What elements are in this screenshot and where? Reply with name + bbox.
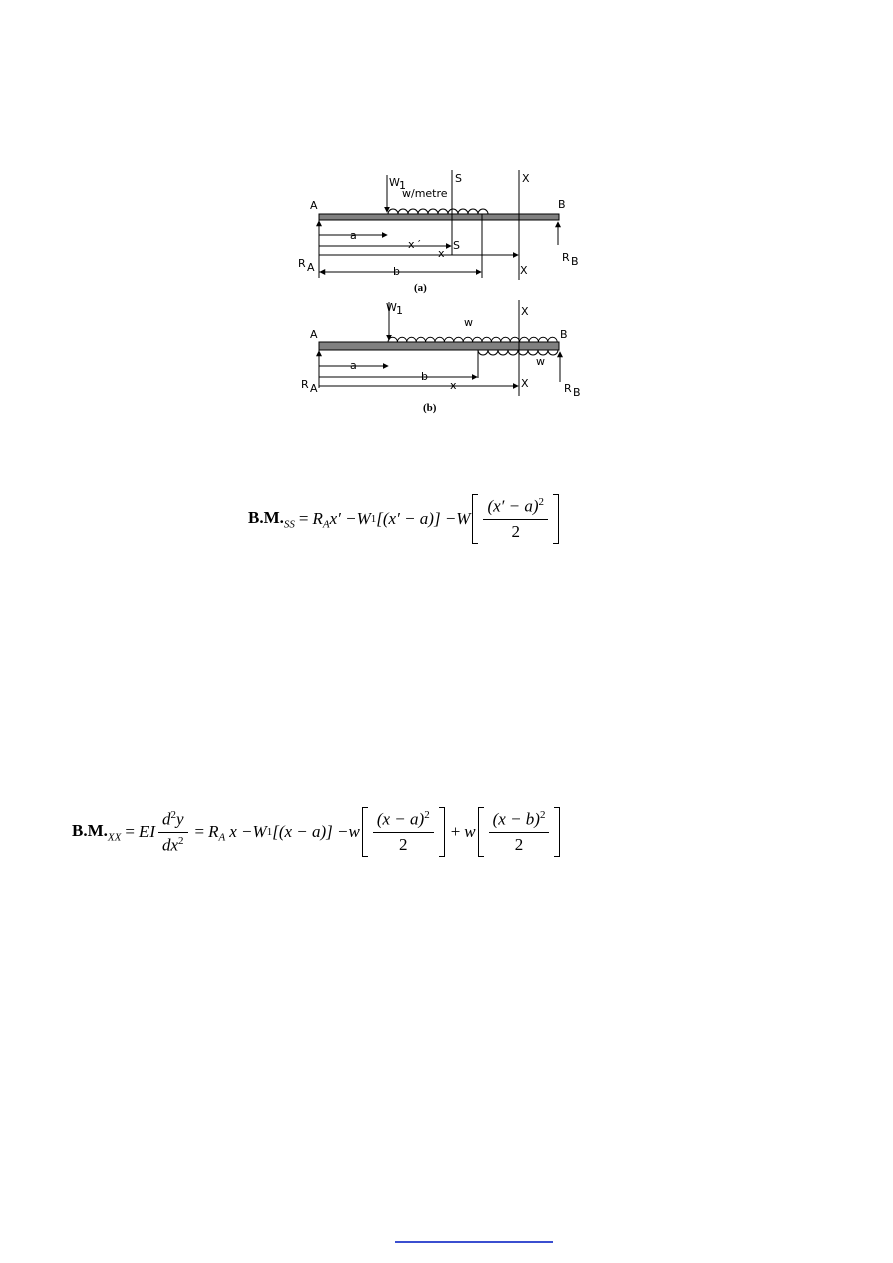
eq2-t1: = [125,822,135,841]
eq2-lhs-sub: XX [107,831,122,844]
label-a-dim-xp: x ′ [408,238,421,251]
eq1-RA: R [312,509,323,528]
eq2-num2: (x − b) [492,809,540,829]
caption-a: (a) [414,282,427,294]
eq1-lhs-sub: SS [283,518,295,531]
eq1-bracket [472,494,559,544]
label-a-W1: W [389,176,400,189]
equation-bm-ss [248,494,561,544]
eq1-W1-sub: 1 [370,513,377,525]
eq2-d-den-sup: 2 [178,834,184,847]
eq1-t3: [(x′ − a)] − [376,509,457,528]
eq2-t2: x − [229,822,253,841]
figure-a [298,170,579,294]
label-b-dim-a: a [350,359,357,372]
label-a-S-top: S [455,172,462,185]
label-b-dim-x: x [450,379,457,392]
eq1-RA-sub: A [322,518,330,531]
eq1-num: (x′ − a) [487,496,539,516]
eq2-num2-sup: 2 [539,809,546,822]
label-b-X-top: X [521,305,529,318]
eq2-den2: 2 [514,834,524,854]
label-b-RBsub: B [573,386,581,399]
label-a-B: B [558,198,566,211]
eq2-EI: EI [138,822,155,841]
label-a-dim-a: a [350,229,357,242]
eq2-RA: R [208,822,219,841]
eq2-plus: + [450,822,461,841]
eq2-W1-sub: 1 [266,826,273,838]
udl-bottom-b [478,350,558,355]
label-a-dim-b: b [393,265,400,278]
label-b-dim-b: b [421,370,428,383]
eq2-RA-sub: A [218,831,226,844]
label-a-RB: R [562,251,570,264]
label-b-w-bot: w [536,355,545,368]
label-b-X-bot: X [521,377,529,390]
eq1-den: 2 [511,521,520,541]
eq1-t1: = [298,509,309,528]
label-b-W1sub: 1 [396,304,403,317]
label-b-RB: R [564,382,572,395]
beam-a [319,214,559,220]
label-b-A: A [310,328,318,341]
caption-b: (b) [423,402,437,414]
eq2-d-num-y: y [175,809,184,829]
eq1-W1: W [356,509,371,528]
eq2-den1: 2 [399,834,408,854]
eq1-lhs: B.M. [248,507,284,527]
label-a-RAsub: A [307,261,315,274]
label-b-RAsub: A [310,382,318,395]
eq2-d-num: d [161,809,171,829]
label-a-RBsub: B [571,255,579,268]
eq2-d-den: dx [161,835,179,855]
eq1-num-sup: 2 [538,496,545,509]
label-b-RA: R [301,378,309,391]
eq2-w1: w [348,822,360,841]
label-a-dim-x: x [438,247,445,260]
label-a-A: A [310,199,318,212]
beam-figure [290,160,600,420]
eq2-W1: W [252,822,267,841]
equation-bm-xx [72,805,562,859]
eq2-d-num-sup: 2 [170,808,176,821]
label-a-X-top: X [522,172,530,185]
eq2-lhs: B.M. [72,820,108,840]
label-b-W1: W [386,301,397,314]
eq2-t3: [(x − a)] − [272,822,349,841]
label-a-RA: R [298,257,306,270]
beam-b [319,342,559,350]
eq2-bracket-2 [478,807,561,857]
eq1-W: W [456,509,471,528]
eq2-t-eq: = [194,822,205,841]
label-a-load: w/metre [402,187,448,200]
eq2-w2: w [464,822,476,841]
label-a-X-bot: X [520,264,528,277]
eq1-t2: x′ − [329,509,357,528]
udl-top-b [388,337,557,342]
label-a-W1sub: 1 [399,179,406,192]
eq2-num1-sup: 2 [424,809,430,822]
eq2-deriv [158,809,188,855]
label-b-w-top: w [464,316,473,329]
eq2-num1: (x − a) [376,809,425,829]
figure-b [301,300,581,414]
label-b-B: B [560,328,568,341]
label-a-S-mid: S [453,239,460,252]
udl-a [388,209,488,214]
eq2-bracket-1 [362,807,445,857]
footer-link-underline[interactable] [395,1241,553,1243]
